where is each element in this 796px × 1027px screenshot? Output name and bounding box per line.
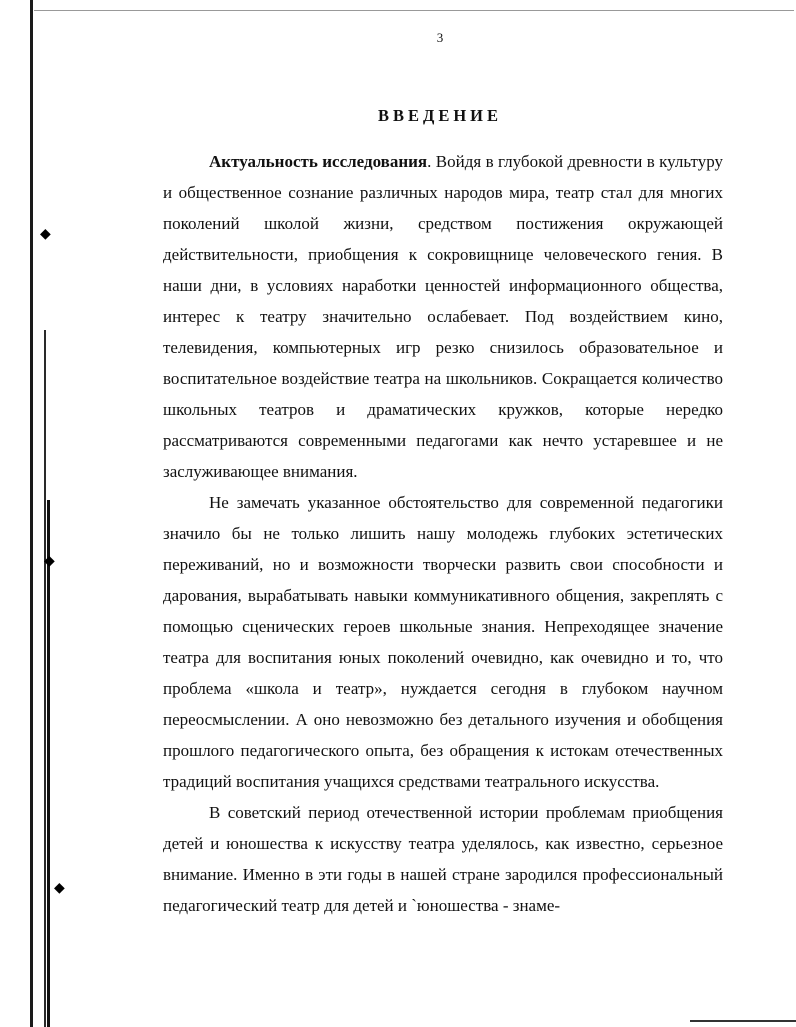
scan-bottom-edge bbox=[690, 1020, 796, 1022]
paragraph-text: Не замечать указанное обстоятельство для современной педагогики значило бы не только лишить нашу молодежь глубоких эстетических переживаний, но и возможности творчески развить свои способности и дарования, вырабатывать навыки коммуникативного общения, закреплять с помощью сценических героев школьные знания. Непреходящее значение театра для воспитания юных поколений очевидно, как очевидно и то, что проблема «школа и театр», нуждается сегодня в глубоком научном переосмыслении. А оно невозможно без детального изучения и обобщения прошлого педагогического опыта, без обращения к истокам отечественных традиций воспитания учащихся средствами театрального искусства. bbox=[163, 493, 723, 791]
section-title: ВВЕДЕНИЕ bbox=[377, 106, 503, 125]
scan-binding-shadow bbox=[44, 330, 46, 1027]
scan-speck-mark: ◆ bbox=[54, 881, 65, 896]
paragraph bbox=[163, 487, 723, 797]
scan-binding-shadow-dark bbox=[47, 500, 50, 1027]
scan-speck-mark: ◆ bbox=[40, 227, 51, 242]
paragraph-text: В советский период отечественной истории проблемам приобщения детей и юношества к искусству театра уделялось, как известно, серьезное внимание. Именно в эти годы в нашей стране зародился профессиональный педагогический театр для детей и `юношества - знаме- bbox=[163, 803, 723, 915]
scan-top-edge bbox=[34, 10, 794, 11]
paragraph bbox=[163, 146, 723, 487]
paragraph-lead: Актуальность исследования bbox=[209, 152, 428, 171]
body-text bbox=[163, 146, 723, 921]
paragraph bbox=[163, 797, 723, 921]
paragraph-text: . Войдя в глубокой древности в культуру и общественное сознание различных народов мира, театр стал для многих поколений школой жизни, средством постижения окружающей действительности, приобщения к сокровищнице человеческого гения. В наши дни, в условиях наработки ценностей информационного общества, интерес к театру значительно ослабевает. Под воздействием кино, телевидения, компьютерных игр резко снизилось образовательное и воспитательное воздействие театра на школьников. Сокращается количество школьных театров и драматических кружков, которые нередко рассматриваются современными педагогами как нечто устаревшее и не заслуживающее внимания. bbox=[163, 152, 723, 481]
scan-speck-mark: ◆ bbox=[44, 554, 55, 569]
page-number: 3 bbox=[436, 30, 444, 45]
scan-left-edge bbox=[30, 0, 33, 1027]
